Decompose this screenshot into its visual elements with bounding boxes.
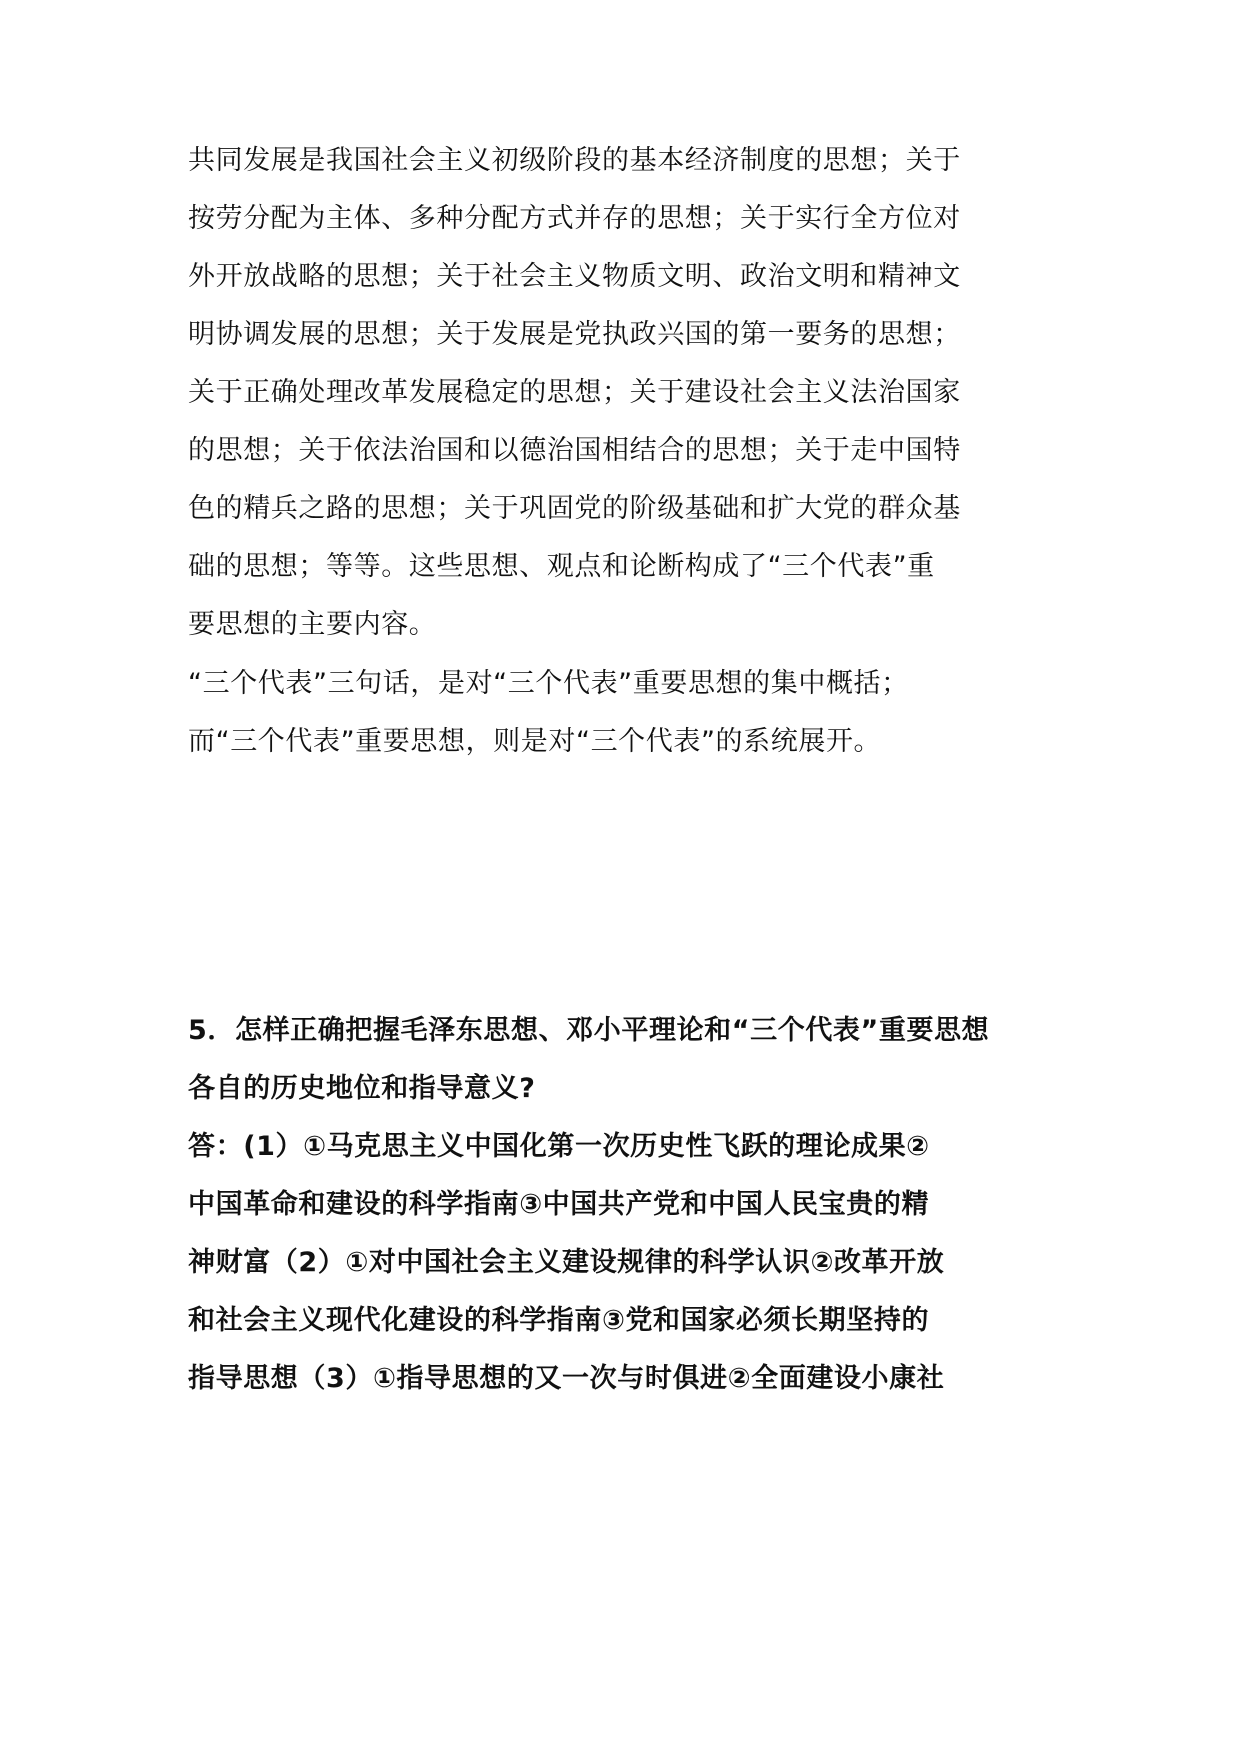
question-line: 5．怎样正确把握毛泽东思想、邓小平理论和“三个代表”重要思想 xyxy=(188,1015,990,1046)
text-line: 要思想的主要内容。 xyxy=(188,609,437,640)
answer-line: 和社会主义现代化建设的科学指南③党和国家必须长期坚持的 xyxy=(188,1305,930,1336)
text-line: 的思想；关于依法治国和以德治国相结合的思想；关于走中国特 xyxy=(188,435,961,466)
text-line: “三个代表”三句话，是对“三个代表”重要思想的集中概括； xyxy=(188,668,909,699)
text-line: 按劳分配为主体、多种分配方式并存的思想；关于实行全方位对 xyxy=(188,203,961,234)
text-line: 础的思想；等等。这些思想、观点和论断构成了“三个代表”重 xyxy=(188,551,935,582)
text-line: 而“三个代表”重要思想，则是对“三个代表”的系统展开。 xyxy=(188,726,882,757)
answer-line: 指导思想（3）①指导思想的又一次与时俱进②全面建设小康社 xyxy=(188,1363,945,1394)
question-line: 各自的历史地位和指导意义? xyxy=(188,1073,536,1104)
answer-line: 神财富（2）①对中国社会主义建设规律的科学认识②改革开放 xyxy=(188,1247,945,1278)
text-line: 关于正确处理改革发展稳定的思想；关于建设社会主义法治国家 xyxy=(188,377,961,408)
text-line: 共同发展是我国社会主义初级阶段的基本经济制度的思想；关于 xyxy=(188,145,961,176)
answer-line: 中国革命和建设的科学指南③中国共产党和中国人民宝贵的精 xyxy=(188,1189,930,1220)
answer-line: 答：(1）①马克思主义中国化第一次历史性飞跃的理论成果② xyxy=(188,1131,930,1162)
text-line: 明协调发展的思想；关于发展是党执政兴国的第一要务的思想； xyxy=(188,319,961,350)
text-line: 色的精兵之路的思想；关于巩固党的阶级基础和扩大党的群众基 xyxy=(188,493,961,524)
text-line: 外开放战略的思想；关于社会主义物质文明、政治文明和精神文 xyxy=(188,261,961,292)
